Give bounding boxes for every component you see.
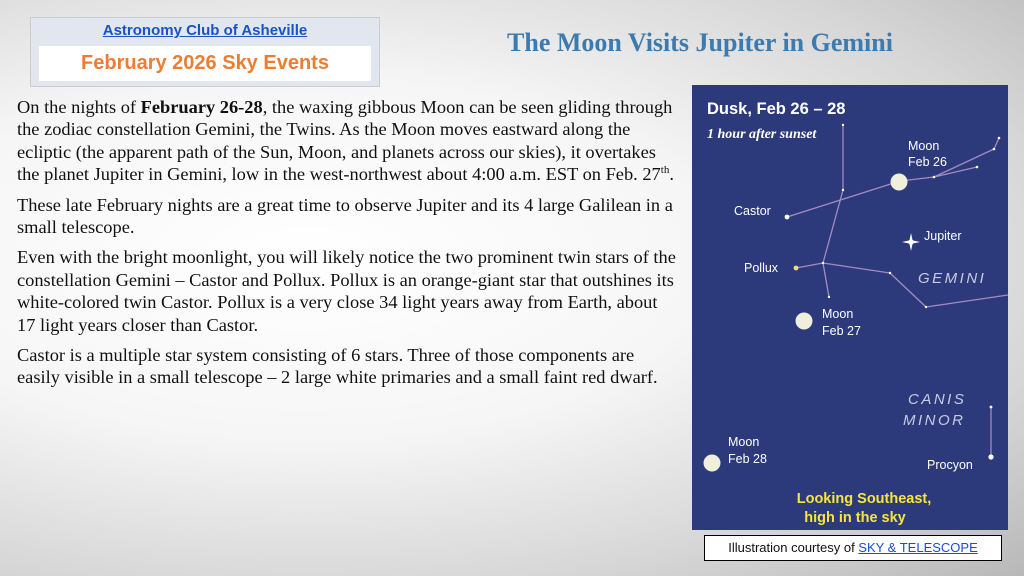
moon-feb27-date: Feb 27	[822, 324, 861, 338]
events-title: February 2026 Sky Events	[81, 52, 329, 74]
gemini-label: GEMINI	[918, 270, 987, 287]
slide-title: The Moon Visits Jupiter in Gemini	[507, 28, 893, 57]
gomeisa-star	[990, 406, 993, 409]
stars	[785, 124, 1001, 460]
moon-feb26-label: Moon	[908, 139, 940, 153]
moon-feb28-icon	[704, 455, 721, 472]
procyon-star	[988, 454, 993, 459]
castor-label: Castor	[734, 204, 771, 218]
pollux-label: Pollux	[744, 261, 779, 275]
canis-minor-label-2: MINOR	[903, 412, 966, 429]
club-header-box	[30, 17, 380, 87]
body-text	[17, 96, 679, 397]
moon-feb26-date: Feb 26	[908, 155, 947, 169]
moon-icons	[704, 174, 908, 472]
sky-chart-svg	[692, 85, 1008, 530]
sky-chart	[692, 85, 1008, 530]
chart-footer-line-2: high in the sky	[804, 510, 906, 526]
illustration-credit: Illustration courtesy of SKY & TELESCOPE	[704, 535, 1002, 561]
canis-minor-label-1: CANIS	[908, 391, 967, 408]
events-title-box	[39, 46, 371, 81]
chart-title: Dusk, Feb 26 – 28	[707, 100, 846, 118]
pollux-star	[794, 266, 799, 271]
jupiter-icon	[902, 233, 920, 251]
moon-feb27-icon	[796, 313, 813, 330]
paragraph-1: On the nights of February 26-28, the waxing gibbous Moon can be seen gliding through the zodiac constellation Gemini, the Twins. As the Moon moves eastward along the ecliptic (the apparent path of the Sun, Moon, and planets across our skies), it overtakes the planet Jupiter in Gemini, low in the west-northwest about 4:00 a.m. EST on Feb. 27th.	[17, 97, 674, 185]
sky-telescope-link[interactable]: SKY & TELESCOPE	[858, 540, 978, 555]
castor-star	[785, 215, 790, 220]
dates-bold: February 26-28	[140, 97, 263, 117]
moon-feb28-date: Feb 28	[728, 452, 767, 466]
chart-footer-line-1: Looking Southeast,	[796, 491, 932, 507]
paragraph-4: Castor is a multiple star system consisting of 6 stars. Three of those components are easily visible in a small telescope – 2 large white primaries and a small faint red dwarf.	[17, 345, 658, 388]
chart-subtitle: 1 hour after sunset	[707, 127, 817, 142]
moon-feb28-label: Moon	[728, 435, 760, 449]
club-name-link[interactable]: Astronomy Club of Asheville	[102, 22, 308, 39]
moon-feb26-icon	[891, 174, 908, 191]
moon-feb27-label: Moon	[822, 307, 854, 321]
procyon-label: Procyon	[927, 458, 973, 472]
jupiter-label: Jupiter	[924, 229, 962, 243]
paragraph-2: These late February nights are a great time to observe Jupiter and its 4 large Galilean in a small telescope.	[17, 194, 673, 238]
paragraph-3: Even with the bright moonlight, you will likely notice the two prominent twin stars of the constellation Gemini – Castor and Pollux. Pollux is an orange-giant star that outshines its white-colored twin Castor. Pollux is a very close 34 light years away from Earth, about 17 light years closer than Castor.	[17, 247, 676, 335]
